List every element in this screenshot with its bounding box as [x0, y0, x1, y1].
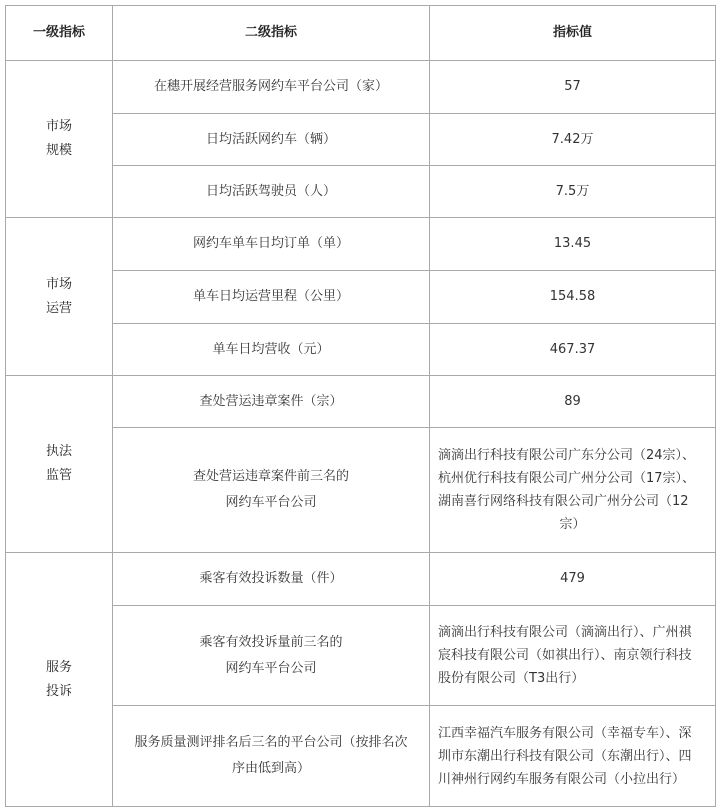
header-level2: 二级指标	[113, 6, 430, 61]
category-service-complaints: 服务 投诉	[6, 553, 113, 807]
table-row	[6, 114, 716, 166]
category-law-enforcement: 执法 监管	[6, 376, 113, 553]
indicator-name: 服务质量测评排名后三名的平台公司（按排名次 序由低到高）	[113, 706, 430, 807]
table-row	[6, 706, 716, 807]
table-row	[6, 606, 716, 706]
indicator-value: 467.37	[430, 324, 716, 376]
indicator-value: 57	[430, 61, 716, 114]
indicator-name: 单车日均营收（元）	[113, 324, 430, 376]
indicator-name: 查处营运违章案件（宗）	[113, 376, 430, 428]
indicator-value: 154.58	[430, 271, 716, 324]
category-market-scale: 市场 规模	[6, 61, 113, 218]
indicator-value: 江西幸福汽车服务有限公司（幸福专车）、深 圳市东潮出行科技有限公司（东潮出行）、四 川神州行网约车服务有限公司（小拉出行）	[430, 706, 716, 807]
header-row	[6, 6, 716, 61]
indicator-value: 13.45	[430, 218, 716, 271]
indicator-value: 479	[430, 553, 716, 606]
table-row	[6, 61, 716, 114]
indicator-value: 滴滴出行科技有限公司（滴滴出行）、广州祺 宸科技有限公司（如祺出行）、南京领行科技 股份有限公司（T3出行）	[430, 606, 716, 706]
table-row	[6, 376, 716, 428]
table-row	[6, 166, 716, 218]
indicator-name: 日均活跃驾驶员（人）	[113, 166, 430, 218]
table-row	[6, 271, 716, 324]
table-row	[6, 324, 716, 376]
indicator-name: 网约车单车日均订单（单）	[113, 218, 430, 271]
table-row	[6, 553, 716, 606]
table-row	[6, 428, 716, 553]
indicator-value: 7.42万	[430, 114, 716, 166]
indicator-name: 单车日均运营里程（公里）	[113, 271, 430, 324]
indicator-name: 乘客有效投诉数量（件）	[113, 553, 430, 606]
indicator-value: 89	[430, 376, 716, 428]
indicator-value: 7.5万	[430, 166, 716, 218]
ride-hailing-stats-table	[5, 5, 716, 807]
category-market-operation: 市场 运营	[6, 218, 113, 376]
table-row	[6, 218, 716, 271]
header-level1: 一级指标	[6, 6, 113, 61]
indicator-name: 在穗开展经营服务网约车平台公司（家）	[113, 61, 430, 114]
indicator-name: 乘客有效投诉量前三名的 网约车平台公司	[113, 606, 430, 706]
indicator-value: 滴滴出行科技有限公司广东分公司（24宗）、 杭州优行科技有限公司广州分公司（17宗）、 湖南喜行网络科技有限公司广州分公司（12 宗）	[430, 428, 716, 553]
header-value: 指标值	[430, 6, 716, 61]
indicator-name: 日均活跃网约车（辆）	[113, 114, 430, 166]
indicator-name: 查处营运违章案件前三名的 网约车平台公司	[113, 428, 430, 553]
